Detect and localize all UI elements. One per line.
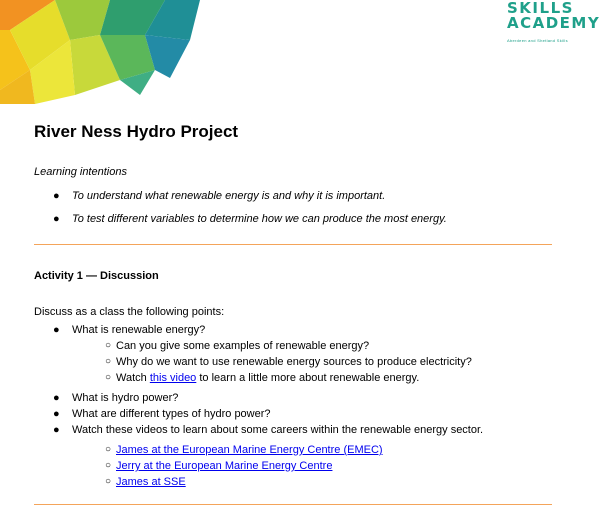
divider — [34, 504, 552, 505]
circle-bullet-icon: ○ — [105, 372, 112, 383]
list-item: ○ Watch this video to learn a little more about renewable energy. — [105, 372, 420, 384]
video-link-emec-james[interactable]: James at the European Marine Energy Centre (EMEC) — [116, 444, 383, 456]
header-banner-graphic — [0, 0, 200, 104]
list-item: ○ Can you give some examples of renewable energy? — [105, 340, 370, 352]
video-links-list — [105, 442, 383, 490]
discussion-list — [53, 322, 206, 338]
list-item — [105, 474, 383, 490]
activity-intro: Discuss as a class the following points: — [34, 306, 225, 318]
activity-heading: Activity 1 — Discussion — [34, 270, 159, 282]
circle-bullet-icon: ○ — [105, 476, 112, 487]
bullet-icon: ● — [53, 392, 60, 404]
circle-bullet-icon: ○ — [105, 340, 112, 351]
video-link-emec-jerry[interactable]: Jerry at the European Marine Energy Centre — [116, 460, 333, 472]
list-item: ● Watch these videos to learn about some careers within the renewable energy sector. — [53, 424, 484, 436]
brand-logo — [507, 0, 602, 43]
bullet-icon: ● — [53, 213, 60, 225]
list-item: ● What is hydro power? — [53, 392, 179, 404]
list-item: ● To understand what renewable energy is and why it is important. — [53, 190, 386, 202]
bullet-icon: ● — [53, 190, 60, 202]
learning-intentions-heading: Learning intentions — [34, 166, 127, 178]
divider — [34, 244, 552, 245]
learning-intentions-list — [53, 188, 447, 234]
list-item — [105, 442, 383, 458]
list-item — [105, 458, 383, 474]
discussion-list-continued — [53, 390, 484, 438]
list-item: ● What is renewable energy? — [53, 324, 206, 336]
bullet-icon: ● — [53, 424, 60, 436]
bullet-icon: ● — [53, 324, 60, 336]
brand-line2: ACADEMY — [507, 14, 601, 32]
brand-line1: SKILLS — [507, 0, 574, 17]
this-video-link[interactable]: this video — [149, 372, 197, 384]
bullet-icon: ● — [53, 408, 60, 420]
circle-bullet-icon: ○ — [105, 444, 112, 455]
list-item: ● What are different types of hydro power? — [53, 408, 271, 420]
page-title: River Ness Hydro Project — [34, 122, 239, 141]
sub-list — [105, 338, 472, 386]
list-item: ○ Why do we want to use renewable energy sources to produce electricity? — [105, 356, 472, 368]
brand-tagline: Aberdeen and Shetland Skills — [507, 38, 568, 43]
circle-bullet-icon: ○ — [105, 460, 112, 471]
circle-bullet-icon: ○ — [105, 356, 112, 367]
list-item: ● To test different variables to determine how we can produce the most energy. — [53, 213, 447, 225]
video-link-sse-james[interactable]: James at SSE — [116, 476, 186, 488]
